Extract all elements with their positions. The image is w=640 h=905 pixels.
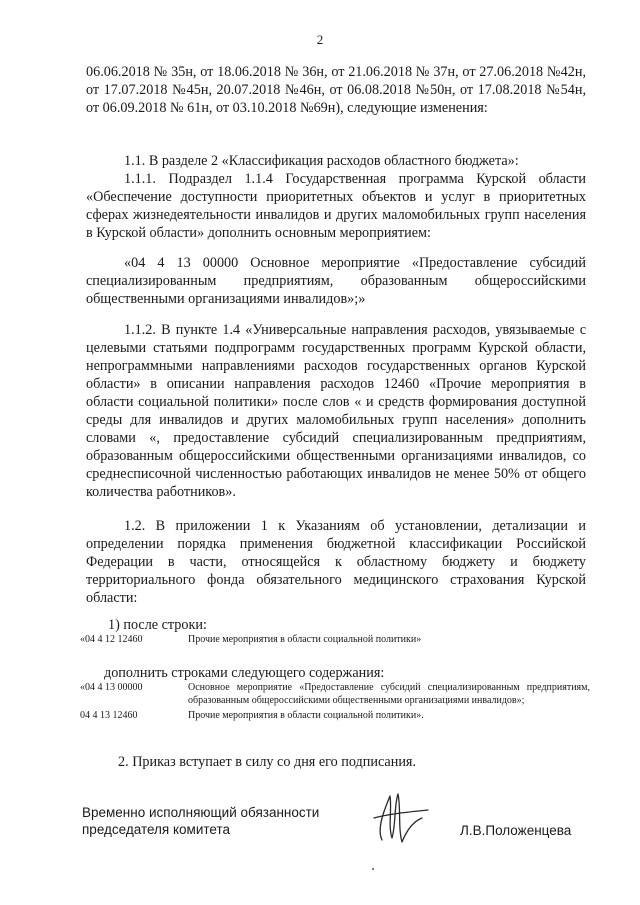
add-rows-label: дополнить строками следующего содержания: bbox=[104, 665, 385, 681]
code-row bbox=[80, 682, 590, 707]
intro-paragraph: 06.06.2018 № 35н, от 18.06.2018 № 36н, от 21.06.2018 № 37н, от 27.06.2018 №42н, от 17.07.2018 №45н, 20.07.2018 №46н, от 06.08.2018 №50н, от 17.08.2018 №54н, от 06.09.2018 № 61н, от 03.10.2018 №69н), следующие изменения: bbox=[86, 64, 586, 116]
scan-speck bbox=[372, 868, 374, 870]
paragraph-1-1-2: 1.1.2. В пункте 1.4 «Универсальные направления расходов, увязываемые с целевыми статьями подпрограмм государственных программ Курской области, непрограммными направлениями расходов государственных органов Курской области» в описании направления расходов 12460 «Прочие мероприятия в области социальной политики» после слов « и средств формирования доступной среды для инвалидов и других маломобильных групп населения» дополнить словами «, предоставление субсидий специализированным предприятиям, образованным общероссийскими общественными организациями инвалидов, со среднесписочной численностью работающих инвалидов не менее 50% от общего количества работников». bbox=[86, 322, 586, 500]
description-cell: Прочие мероприятия в области социальной политики» bbox=[188, 634, 422, 645]
quoted-measure-1: «04 4 13 00000 Основное мероприятие «Предоставление субсидий специализированным предприятиям, образованным общероссийскими общественными организациями инвалидов»;» bbox=[86, 255, 586, 307]
signature-title bbox=[82, 804, 319, 838]
description-cell: Прочие мероприятия в области социальной политики». bbox=[188, 710, 424, 721]
after-row-label: 1) после строки: bbox=[108, 617, 207, 633]
code-row bbox=[80, 710, 590, 723]
signature-title-line1: Временно исполняющий обязанности bbox=[82, 805, 320, 820]
code-cell: 04 4 13 12460 bbox=[80, 710, 138, 721]
code-cell: «04 4 12 12460 bbox=[80, 634, 143, 645]
paragraph-1-1: 1.1. В разделе 2 «Классификация расходов областного бюджета»: bbox=[124, 153, 519, 169]
signer-name: Л.В.Положенцева bbox=[460, 823, 572, 838]
handwritten-signature bbox=[368, 788, 438, 850]
page-number: 2 bbox=[316, 32, 324, 47]
description-cell: Основное мероприятие «Предоставление субсидий специализированным предприятиям, образованным общероссийскими общественными организациями инвалидов»; bbox=[188, 682, 590, 706]
code-table-2 bbox=[80, 682, 590, 723]
code-row bbox=[80, 634, 590, 647]
signature-title-line2: председателя комитета bbox=[82, 822, 231, 837]
paragraph-1-2: 1.2. В приложении 1 к Указаниям об установлении, детализации и определении порядка применения бюджетной классификации Российской Федерации в части, относящейся к областному бюджету и бюджету территориального фонда обязательного медицинского страхования Курской области: bbox=[86, 518, 586, 606]
paragraph-2: 2. Приказ вступает в силу со дня его подписания. bbox=[118, 754, 416, 770]
code-cell: «04 4 13 00000 bbox=[80, 682, 143, 693]
paragraph-1-1-1: 1.1.1. Подраздел 1.1.4 Государственная программа Курской области «Обеспечение доступности приоритетных объектов и услуг в приоритетных сферах жизнедеятельности инвалидов и других маломобильных групп населения в Курской области» дополнить основным мероприятием: bbox=[86, 171, 586, 241]
code-table-1 bbox=[80, 634, 590, 647]
